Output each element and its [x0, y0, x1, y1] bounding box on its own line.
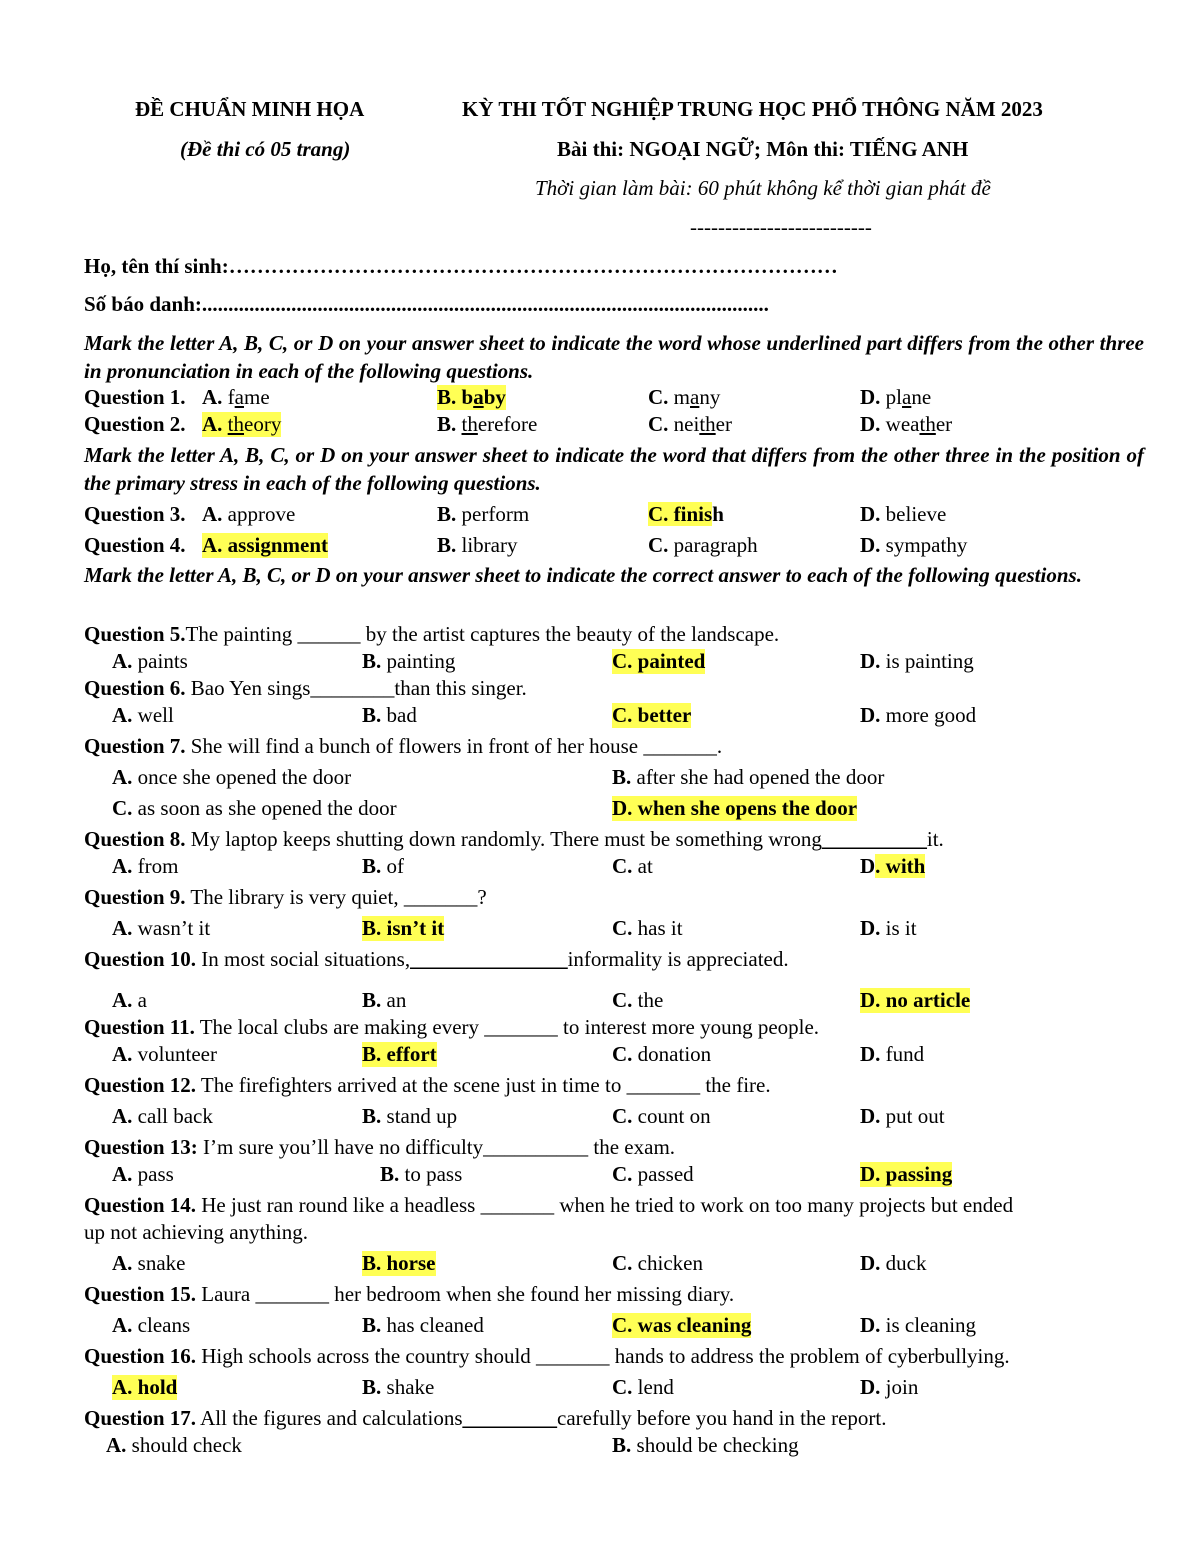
- question-text-end: it.: [926, 827, 944, 851]
- question-8: [84, 827, 944, 852]
- question-text: The local clubs are making every _______ to interest more young people.: [194, 1015, 820, 1039]
- q1-option-a[interactable]: A. fame: [202, 385, 270, 409]
- instruction-stress: Mark the letter A, B, C, or D on your answer sheet to indicate the word that differs from the other three in the position of the primary stress in each of the following questions.: [84, 443, 1144, 495]
- header-divider: --------------------------: [690, 215, 872, 239]
- question-12: [84, 1073, 771, 1098]
- question-label: Question 3.: [84, 502, 186, 526]
- q16-option-d[interactable]: D. join: [860, 1375, 919, 1399]
- question-text: He just ran round like a headless _______ when he tried to work on too many projects but ended: [196, 1193, 1014, 1217]
- question-14: [84, 1193, 1013, 1218]
- q12-option-b[interactable]: B. stand up: [362, 1104, 458, 1128]
- answer-blank: _______________: [410, 947, 568, 971]
- q15-option-b[interactable]: B. has cleaned: [362, 1313, 484, 1337]
- question-6: [84, 676, 527, 701]
- question-text: The painting ______ by the artist captures the beauty of the landscape.: [185, 622, 780, 646]
- q14-option-b[interactable]: B. horse: [362, 1251, 436, 1275]
- q5-option-b[interactable]: B. painting: [362, 649, 456, 673]
- q12-option-a[interactable]: A. call back: [112, 1104, 213, 1128]
- q5-option-d[interactable]: D. is painting: [860, 649, 974, 673]
- q15-option-c[interactable]: C. was cleaning: [612, 1313, 752, 1337]
- question-3: [84, 502, 186, 527]
- question-2: [84, 412, 186, 437]
- question-1: [84, 385, 186, 410]
- question-text: In most social situations,: [196, 947, 411, 971]
- q3-option-c[interactable]: C. finish: [648, 502, 724, 526]
- question-text: The library is very quiet, _______?: [185, 885, 487, 909]
- q1-option-b[interactable]: B. baby: [437, 385, 506, 409]
- question-label: Question 1.: [84, 385, 186, 409]
- question-label: Question 14.: [84, 1193, 197, 1217]
- q2-option-a[interactable]: A. theory: [202, 412, 282, 436]
- q17-option-a[interactable]: A. should check: [106, 1433, 242, 1457]
- answer-blank: _________: [462, 1406, 558, 1430]
- question-17: [84, 1406, 886, 1431]
- question-label: Question 10.: [84, 947, 197, 971]
- question-text: High schools across the country should _______ hands to address the problem of cyberbullying.: [196, 1344, 1010, 1368]
- question-label: Question 5.: [84, 622, 186, 646]
- question-7: [84, 734, 722, 759]
- q16-option-b[interactable]: B. shake: [362, 1375, 435, 1399]
- question-text: Laura _______ her bedroom when she found her missing diary.: [196, 1282, 735, 1306]
- q9-option-a[interactable]: A. wasn’t it: [112, 916, 211, 940]
- q2-option-b[interactable]: B. therefore: [437, 412, 538, 436]
- question-label: Question 15.: [84, 1282, 197, 1306]
- q16-option-a[interactable]: A. hold: [112, 1375, 178, 1399]
- q4-option-d[interactable]: D. sympathy: [860, 533, 968, 557]
- q12-option-c[interactable]: C. count on: [612, 1104, 711, 1128]
- question-text-end: carefully before you hand in the report.: [557, 1406, 887, 1430]
- q12-option-d[interactable]: D. put out: [860, 1104, 945, 1128]
- q13-option-a[interactable]: A. pass: [112, 1162, 174, 1186]
- q4-option-c[interactable]: C. paragraph: [648, 533, 758, 557]
- question-9: [84, 885, 487, 910]
- exam-time: Thời gian làm bài: 60 phút không kể thời gian phát đề: [535, 176, 991, 200]
- q2-option-c[interactable]: C. neither: [648, 412, 732, 436]
- question-4: [84, 533, 186, 558]
- q13-option-b[interactable]: B. to pass: [380, 1162, 463, 1186]
- exam-subject: Bài thi: NGOẠI NGỮ; Môn thi: TIẾNG ANH: [557, 137, 969, 161]
- question-13: [84, 1135, 675, 1160]
- q8-option-c[interactable]: C. at: [612, 854, 653, 878]
- question-10: [84, 947, 789, 972]
- q1-option-d[interactable]: D. plane: [860, 385, 932, 409]
- q7-option-c[interactable]: C. as soon as she opened the door: [112, 796, 397, 820]
- q17-option-b[interactable]: B. should be checking: [612, 1433, 799, 1457]
- q1-option-c[interactable]: C. many: [648, 385, 721, 409]
- q13-option-c[interactable]: C. passed: [612, 1162, 694, 1186]
- q10-option-a[interactable]: A. a: [112, 988, 147, 1012]
- q6-option-d[interactable]: D. more good: [860, 703, 977, 727]
- page-count-note: (Đề thi có 05 trang): [180, 137, 351, 161]
- question-text-end: informality is appreciated.: [567, 947, 789, 971]
- q9-option-d[interactable]: D. is it: [860, 916, 917, 940]
- q14-option-d[interactable]: D. duck: [860, 1251, 927, 1275]
- q6-option-c[interactable]: C. better: [612, 703, 692, 727]
- q8-option-d[interactable]: D. with: [860, 854, 926, 878]
- q10-option-d[interactable]: D. no article: [860, 988, 971, 1012]
- q11-option-c[interactable]: C. donation: [612, 1042, 712, 1066]
- q4-option-b[interactable]: B. library: [437, 533, 518, 557]
- question-text: She will find a bunch of flowers in front of her house _______.: [185, 734, 723, 758]
- q8-option-a[interactable]: A. from: [112, 854, 179, 878]
- q10-option-b[interactable]: B. an: [362, 988, 407, 1012]
- q9-option-b[interactable]: B. isn’t it: [362, 916, 445, 940]
- q14-option-c[interactable]: C. chicken: [612, 1251, 703, 1275]
- instruction-correct-answer: Mark the letter A, B, C, or D on your answer sheet to indicate the correct answer to each of the following questions.: [84, 563, 1082, 587]
- question-15: [84, 1282, 734, 1307]
- q6-option-b[interactable]: B. bad: [362, 703, 417, 727]
- question-11: [84, 1015, 819, 1040]
- q8-option-b[interactable]: B. of: [362, 854, 405, 878]
- q5-option-c[interactable]: C. painted: [612, 649, 706, 673]
- question-text: I’m sure you’ll have no difficulty__________ the exam.: [197, 1135, 676, 1159]
- q11-option-a[interactable]: A. volunteer: [112, 1042, 217, 1066]
- q15-option-a[interactable]: A. cleans: [112, 1313, 191, 1337]
- question-label: Question 4.: [84, 533, 186, 557]
- q7-option-b[interactable]: B. after she had opened the door: [612, 765, 885, 789]
- question-label: Question 6.: [84, 676, 186, 700]
- question-label: Question 12.: [84, 1073, 197, 1097]
- question-14-continuation: up not achieving anything.: [84, 1220, 308, 1244]
- candidate-id-field: Số báo danh:............................................................................................................: [84, 292, 769, 316]
- question-text: The firefighters arrived at the scene just in time to _______ the fire.: [196, 1073, 771, 1097]
- q11-option-b[interactable]: B. effort: [362, 1042, 437, 1066]
- q2-option-d[interactable]: D. weather: [860, 412, 953, 436]
- question-label: Question 16.: [84, 1344, 197, 1368]
- q3-option-b[interactable]: B. perform: [437, 502, 530, 526]
- question-label: Question 17.: [84, 1406, 197, 1430]
- question-label: Question 13:: [84, 1135, 198, 1159]
- question-label: Question 9.: [84, 885, 186, 909]
- question-text: Bao Yen sings________than this singer.: [185, 676, 527, 700]
- exam-source-title: ĐỀ CHUẨN MINH HỌA: [135, 97, 365, 121]
- answer-blank: __________: [821, 827, 927, 851]
- q9-option-c[interactable]: C. has it: [612, 916, 683, 940]
- q4-option-a[interactable]: A. assignment: [202, 533, 329, 557]
- question-label: Question 2.: [84, 412, 186, 436]
- question-5: [84, 622, 779, 647]
- q13-option-d[interactable]: D. passing: [860, 1162, 953, 1186]
- q14-option-a[interactable]: A. snake: [112, 1251, 186, 1275]
- q3-option-d[interactable]: D. believe: [860, 502, 947, 526]
- question-label: Question 7.: [84, 734, 186, 758]
- q3-option-a[interactable]: A. approve: [202, 502, 296, 526]
- exam-title: KỲ THI TỐT NGHIỆP TRUNG HỌC PHỔ THÔNG NĂM 2023: [462, 97, 1043, 121]
- candidate-name-field: Họ, tên thí sinh:……………………………………………………………………………: [84, 254, 838, 278]
- question-16: [84, 1344, 1010, 1369]
- q15-option-d[interactable]: D. is cleaning: [860, 1313, 977, 1337]
- question-text: My laptop keeps shutting down randomly. There must be something wrong: [185, 827, 822, 851]
- question-text: All the figures and calculations: [196, 1406, 463, 1430]
- q11-option-d[interactable]: D. fund: [860, 1042, 925, 1066]
- instruction-pronunciation: Mark the letter A, B, C, or D on your answer sheet to indicate the word whose underlined part differs from the other three in pronunciation in each of the following questions.: [84, 331, 1144, 383]
- q6-option-a[interactable]: A. well: [112, 703, 174, 727]
- question-label: Question 8.: [84, 827, 186, 851]
- q7-option-d[interactable]: D. when she opens the door: [612, 796, 858, 820]
- q10-option-c[interactable]: C. the: [612, 988, 664, 1012]
- q16-option-c[interactable]: C. lend: [612, 1375, 674, 1399]
- q5-option-a[interactable]: A. paints: [112, 649, 188, 673]
- q7-option-a[interactable]: A. once she opened the door: [112, 765, 352, 789]
- question-label: Question 11.: [84, 1015, 195, 1039]
